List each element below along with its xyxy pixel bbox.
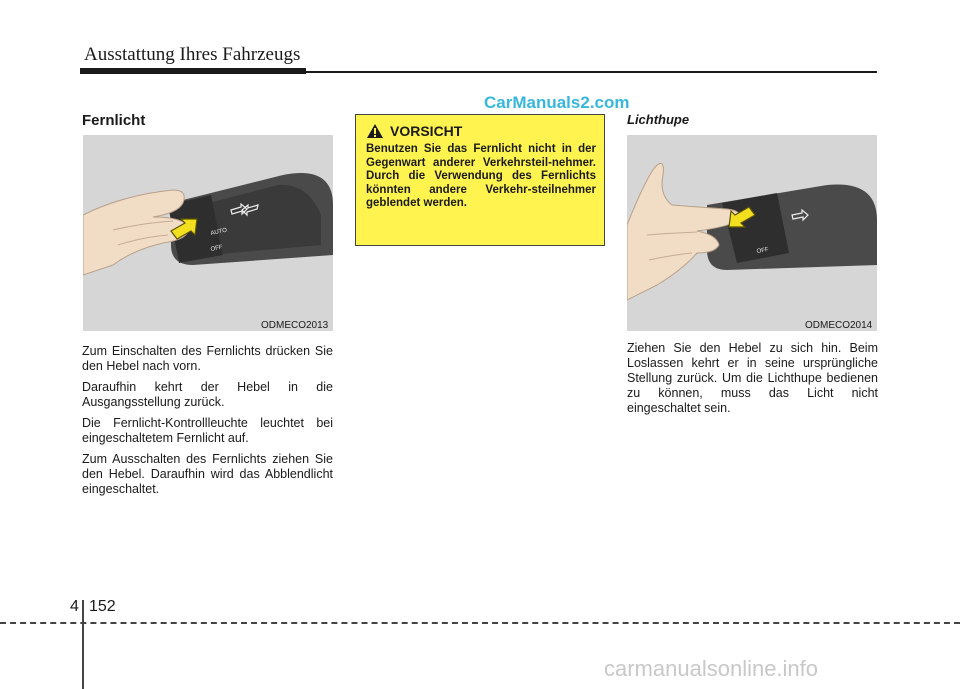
chapter-number: 4 — [70, 598, 79, 615]
right-paragraph: Ziehen Sie den Hebel zu sich hin. Beim Loslassen kehrt er in seine ursprüngliche Stellung zurück. Um die Lichthupe bedienen zu können, muss das Licht nicht eingeschaltet sein. — [627, 341, 878, 415]
watermark-bottom[interactable]: carmanualsonline.info — [604, 656, 819, 681]
footer-dashed-rule — [0, 622, 960, 624]
right-body-text — [627, 341, 878, 422]
left-paragraph: Die Fernlicht-Kontrollleuchte leuchtet bei eingeschaltetem Fernlicht auf. — [82, 416, 333, 445]
left-paragraph: Zum Ausschalten des Fernlichts ziehen Sie den Hebel. Daraufhin wird das Abblendlicht eingeschaltet. — [82, 452, 333, 496]
page-header-title: Ausstattung Ihres Fahrzeugs — [84, 44, 301, 65]
left-paragraph: Zum Einschalten des Fernlichts drücken Sie den Hebel nach vorn. — [82, 344, 333, 373]
header-rule-thick — [80, 68, 306, 74]
warning-triangle-icon — [366, 123, 384, 139]
watermark-top[interactable]: CarManuals2.com — [484, 93, 630, 112]
section-title-fernlicht: Fernlicht — [82, 112, 146, 129]
photo-fernlicht — [83, 135, 333, 331]
section-title-lichthupe: Lichthupe — [627, 112, 690, 127]
footer-vertical-rule — [82, 600, 84, 689]
warning-title: VORSICHT — [390, 123, 463, 139]
photo-lichthupe — [627, 135, 877, 331]
photo-code-left: ODMECO2013 — [261, 320, 329, 331]
left-paragraph: Daraufhin kehrt der Hebel in die Ausgangsstellung zurück. — [82, 380, 333, 409]
lever-label-off: OFF — [210, 244, 224, 253]
lever-label-auto: AUTO — [210, 227, 228, 237]
warning-box — [355, 114, 605, 246]
header-rule-thin — [306, 71, 877, 73]
lever-label-off: OFF — [756, 246, 770, 255]
photo-code-right: ODMECO2014 — [805, 320, 873, 331]
page-number: 152 — [89, 598, 116, 615]
left-body-text — [82, 344, 333, 503]
warning-body: Benutzen Sie das Fernlicht nicht in der Gegenwart anderer Verkehrsteil-nehmer. Durch die Verwendung des Fernlichts könnten andere Verkehr-steilnehmer geblendet werden. — [366, 143, 596, 209]
